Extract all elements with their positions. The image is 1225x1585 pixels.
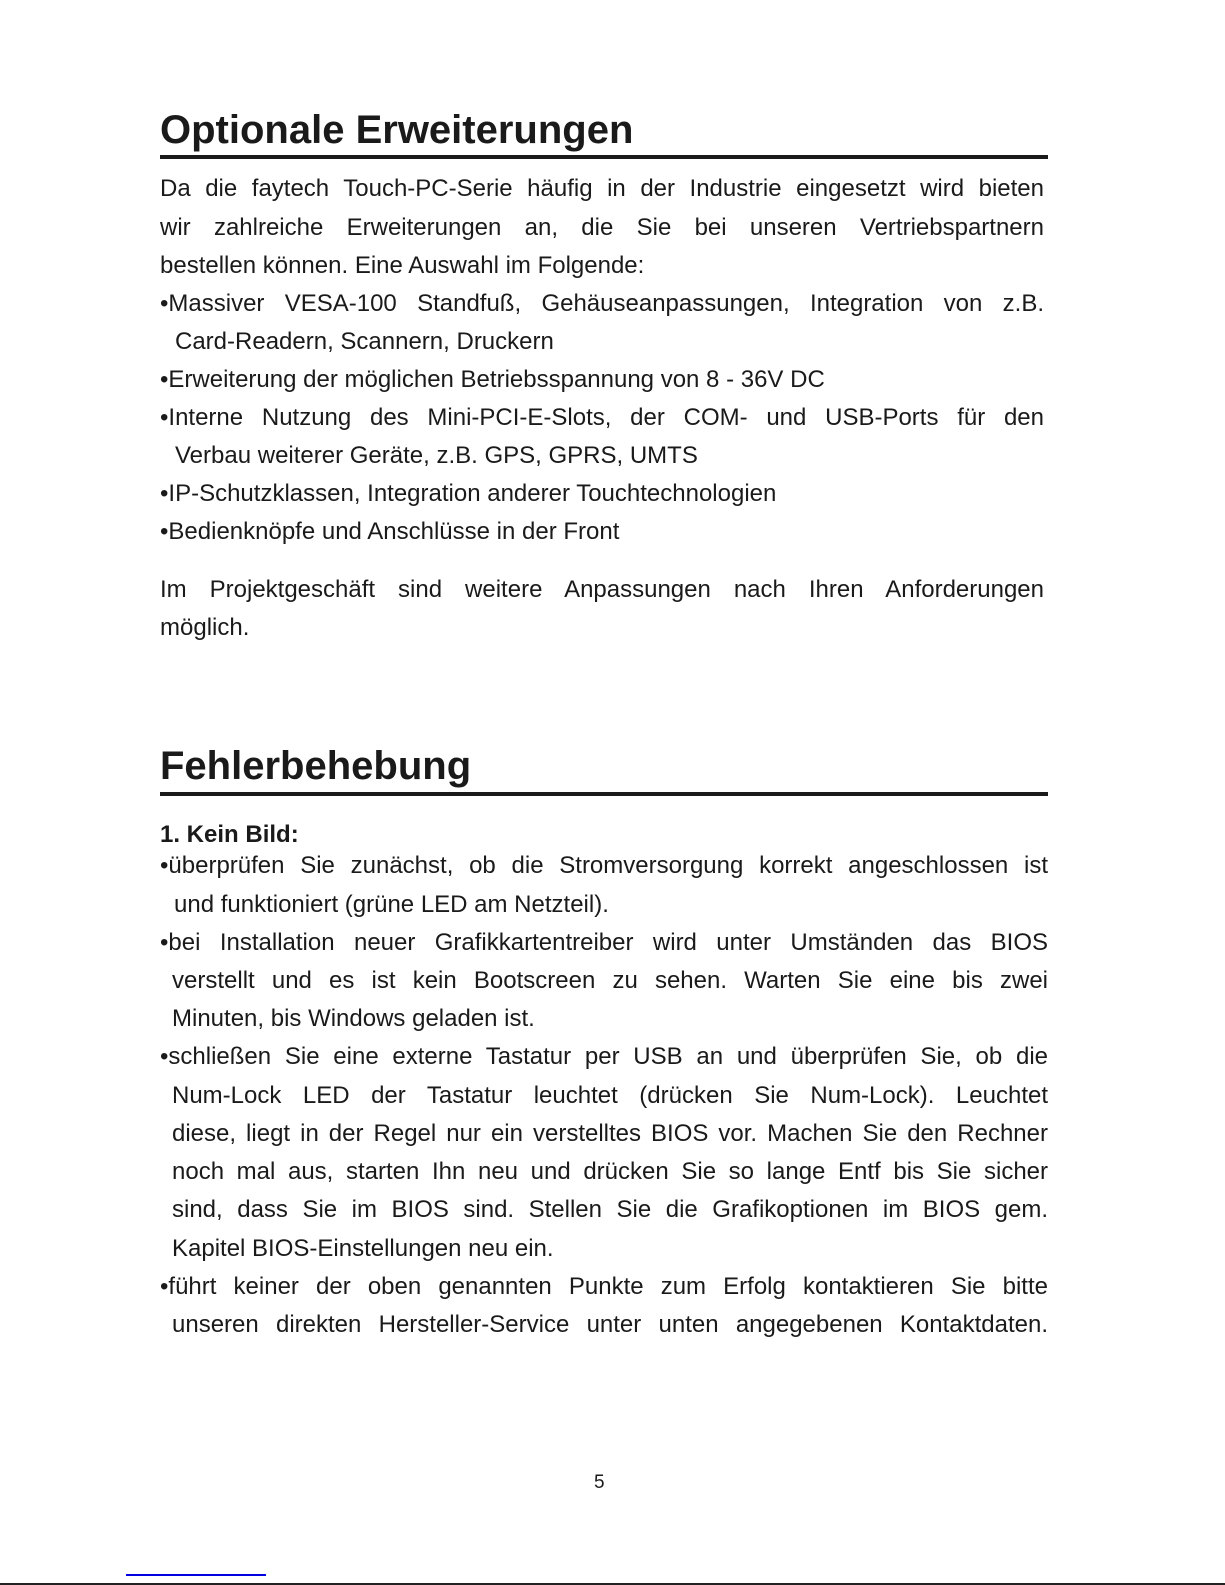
bullet-item: •IP-Schutzklassen, Integration anderer Touchtechnologien <box>160 480 777 507</box>
text-line: wir zahlreiche Erweiterungen an, die Sie bei unseren Vertriebspartnern <box>160 214 1044 241</box>
text-line: Minuten, bis Windows geladen ist. <box>172 1005 535 1032</box>
title-rule <box>160 792 1048 796</box>
text-line: Card-Readern, Scannern, Druckern <box>175 328 554 355</box>
text-line: Da die faytech Touch-PC-Serie häufig in der Industrie eingesetzt wird bieten <box>160 175 1044 202</box>
bullet-item: •Erweiterung der möglichen Betriebsspannung von 8 - 36V DC <box>160 366 825 393</box>
subheading-kein-bild: 1. Kein Bild: <box>160 821 299 848</box>
bullet-item: •führt keiner der oben genannten Punkte zum Erfolg kontaktieren Sie bitte <box>160 1273 1048 1300</box>
text-line: sind, dass Sie im BIOS sind. Stellen Sie die Grafikoptionen im BIOS gem. <box>172 1196 1048 1223</box>
bullet-item: •schließen Sie eine externe Tastatur per USB an und überprüfen Sie, ob die <box>160 1043 1048 1070</box>
text-line: möglich. <box>160 614 250 641</box>
title-rule <box>160 155 1048 159</box>
text-line: Verbau weiterer Geräte, z.B. GPS, GPRS, UMTS <box>175 442 698 469</box>
text-line: noch mal aus, starten Ihn neu und drücken Sie so lange Entf bis Sie sicher <box>172 1158 1048 1185</box>
bullet-item: •Massiver VESA-100 Standfuß, Gehäuseanpassungen, Integration von z.B. <box>160 290 1044 317</box>
bullet-item: •überprüfen Sie zunächst, ob die Stromversorgung korrekt angeschlossen ist <box>160 852 1048 879</box>
section-title-fehlerbehebung: Fehlerbehebung <box>160 744 472 788</box>
text-line: Kapitel BIOS-Einstellungen neu ein. <box>172 1235 554 1262</box>
text-line: unseren direkten Hersteller-Service unter unten angegebenen Kontaktdaten. <box>172 1311 1048 1338</box>
text-line: Num-Lock LED der Tastatur leuchtet (drücken Sie Num-Lock). Leuchtet <box>172 1082 1048 1109</box>
bullet-item: •Interne Nutzung des Mini-PCI-E-Slots, der COM- und USB-Ports für den <box>160 404 1044 431</box>
bullet-item: •bei Installation neuer Grafikkartentreiber wird unter Umständen das BIOS <box>160 929 1048 956</box>
text-line: bestellen können. Eine Auswahl im Folgende: <box>160 252 645 279</box>
text-line: und funktioniert (grüne LED am Netzteil). <box>174 891 609 918</box>
page-number: 5 <box>594 1472 605 1493</box>
text-line: Im Projektgeschäft sind weitere Anpassungen nach Ihren Anforderungen <box>160 576 1044 603</box>
footer-blue-line <box>126 1574 266 1576</box>
text-line: diese, liegt in der Regel nur ein verstelltes BIOS vor. Machen Sie den Rechner <box>172 1120 1048 1147</box>
section-title-optionale-erweiterungen: Optionale Erweiterungen <box>160 108 634 152</box>
text-line: verstellt und es ist kein Bootscreen zu sehen. Warten Sie eine bis zwei <box>172 967 1048 994</box>
bullet-item: •Bedienknöpfe und Anschlüsse in der Front <box>160 518 620 545</box>
